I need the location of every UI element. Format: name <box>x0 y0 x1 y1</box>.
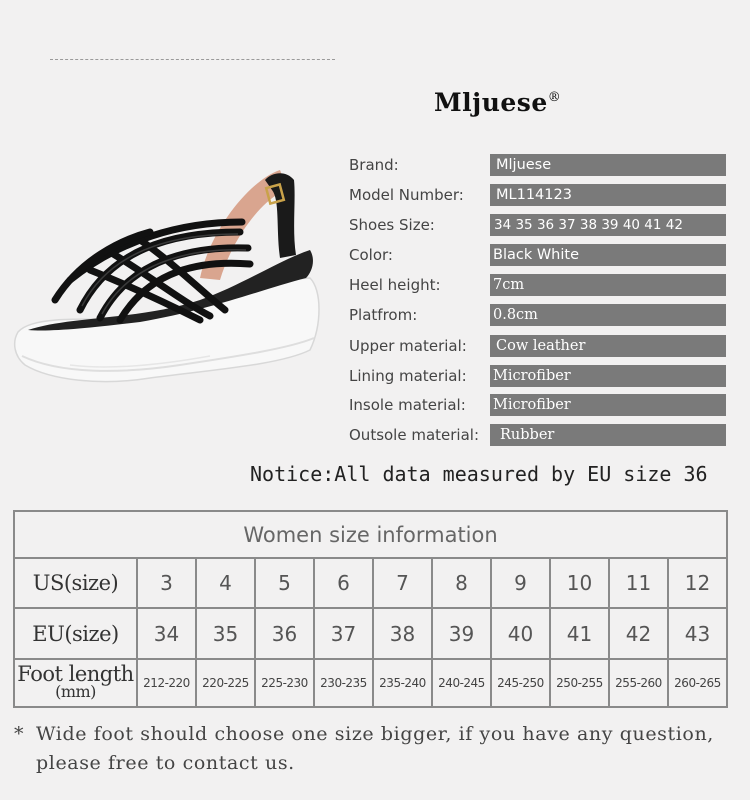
registered-mark: ® <box>547 90 562 105</box>
us-size-cell: 5 <box>255 558 314 608</box>
eu-size-cell: 39 <box>432 608 491 659</box>
spec-row-shoes-size <box>349 214 727 236</box>
spec-label: Platfrom: <box>349 306 418 324</box>
spec-value: Mljuese <box>490 154 726 176</box>
eu-size-row <box>14 608 727 659</box>
spec-value: Cow leather <box>490 335 726 357</box>
spec-label: Model Number: <box>349 186 464 204</box>
spec-value: 0.8cm <box>490 304 726 326</box>
us-size-cell: 4 <box>196 558 255 608</box>
spec-label: Heel height: <box>349 276 441 294</box>
spec-row-model-number <box>349 184 727 206</box>
footnote-asterisk: * <box>14 723 25 745</box>
sandal-product-image <box>10 160 330 395</box>
spec-row-upper-material <box>349 335 727 357</box>
spec-label: Shoes Size: <box>349 216 435 234</box>
us-size-cell: 8 <box>432 558 491 608</box>
eu-size-cell: 35 <box>196 608 255 659</box>
spec-row-lining-material <box>349 365 727 387</box>
spec-label: Outsole material: <box>349 426 480 444</box>
spec-value: Microfiber <box>490 365 726 387</box>
spec-label: Brand: <box>349 156 399 174</box>
spec-value: 34 35 36 37 38 39 40 41 42 <box>490 214 726 236</box>
us-size-cell: 11 <box>609 558 668 608</box>
footnote-text: Wide foot should choose one size bigger, if you have any question, please free to contact us. <box>36 723 714 774</box>
size-table <box>13 510 728 708</box>
sizing-footnote <box>14 720 744 778</box>
foot-length-cell: 255-260 <box>609 659 668 707</box>
spec-label: Upper material: <box>349 337 467 355</box>
brand-logo <box>434 88 561 117</box>
us-size-header: US(size) <box>14 558 137 608</box>
eu-size-cell: 38 <box>373 608 432 659</box>
spec-row-platform <box>349 304 727 326</box>
us-size-cell: 7 <box>373 558 432 608</box>
foot-length-cell: 235-240 <box>373 659 432 707</box>
spec-row-outsole-material <box>349 424 727 446</box>
eu-size-cell: 37 <box>314 608 373 659</box>
us-size-cell: 10 <box>550 558 609 608</box>
measurement-notice: Notice:All data measured by EU size 36 <box>250 462 708 486</box>
foot-length-cell: 225-230 <box>255 659 314 707</box>
foot-length-cell: 212-220 <box>137 659 196 707</box>
decorative-dashed-line <box>50 59 335 60</box>
foot-length-cell: 230-235 <box>314 659 373 707</box>
us-size-row <box>14 558 727 608</box>
us-size-cell: 12 <box>668 558 727 608</box>
eu-size-header: EU(size) <box>14 608 137 659</box>
foot-length-cell: 240-245 <box>432 659 491 707</box>
spec-value: Microfiber <box>490 394 726 416</box>
spec-value: 7cm <box>490 274 726 296</box>
spec-label: Insole material: <box>349 396 466 414</box>
us-size-cell: 6 <box>314 558 373 608</box>
foot-length-cell: 250-255 <box>550 659 609 707</box>
foot-length-label: Foot length <box>17 662 134 686</box>
size-table-title: Women size information <box>14 511 727 558</box>
foot-length-unit: (mm) <box>55 682 96 701</box>
us-size-cell: 3 <box>137 558 196 608</box>
eu-size-cell: 41 <box>550 608 609 659</box>
foot-length-row <box>14 659 727 707</box>
spec-row-heel-height <box>349 274 727 296</box>
spec-row-brand <box>349 154 727 176</box>
spec-row-insole-material <box>349 394 727 416</box>
spec-value: Black White <box>490 244 726 266</box>
spec-value: Rubber <box>490 424 726 446</box>
foot-length-cell: 220-225 <box>196 659 255 707</box>
foot-length-cell: 245-250 <box>491 659 550 707</box>
spec-value: ML114123 <box>490 184 726 206</box>
foot-length-header <box>14 659 137 707</box>
eu-size-cell: 34 <box>137 608 196 659</box>
spec-label: Lining material: <box>349 367 467 385</box>
spec-row-color <box>349 244 727 266</box>
eu-size-cell: 42 <box>609 608 668 659</box>
spec-label: Color: <box>349 246 393 264</box>
eu-size-cell: 36 <box>255 608 314 659</box>
us-size-cell: 9 <box>491 558 550 608</box>
foot-length-cell: 260-265 <box>668 659 727 707</box>
eu-size-cell: 43 <box>668 608 727 659</box>
eu-size-cell: 40 <box>491 608 550 659</box>
brand-logo-text: Mljuese <box>434 88 548 117</box>
